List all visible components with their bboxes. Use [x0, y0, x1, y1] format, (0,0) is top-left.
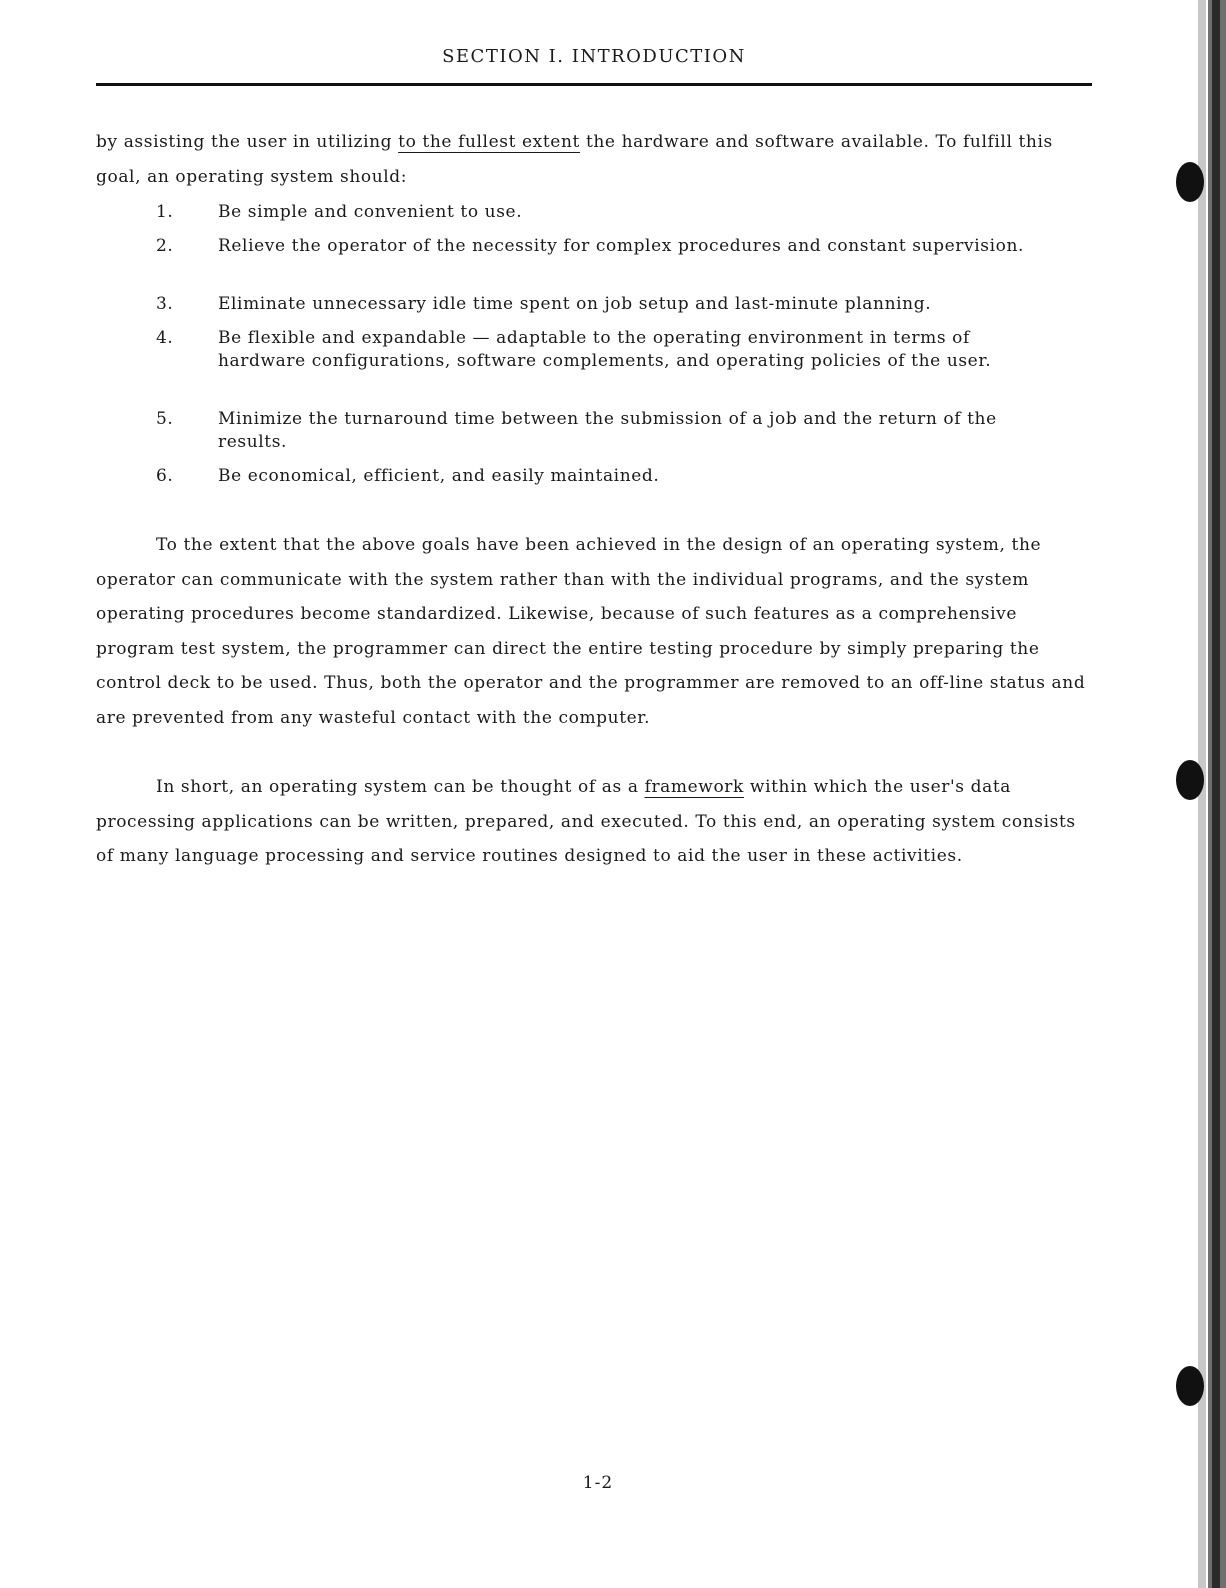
goal-text: Eliminate unnecessary idle time spent on job setup and last-minute planning. [218, 294, 932, 314]
goal-text: Minimize the turnaround time between the submission of a job and the return of the results. [218, 409, 997, 452]
intro-text-after: the hardware and software available. To fulfill this goal, an operating system should: [96, 132, 1053, 187]
binder-hole [1176, 1366, 1204, 1406]
framework-text-after: within which the user's data processing applications can be written, prepared, and executed. To this end, an operating system consists of many language processing and service routines designed to aid the user in these activities. [96, 777, 1076, 866]
page-number: 1-2 [582, 1473, 614, 1493]
goal-text: Be simple and convenient to use. [218, 202, 523, 222]
goal-text: Be flexible and expandable — adaptable to the operating environment in terms of hardware configurations, software complements, and operating policies of the user. [218, 328, 992, 371]
intro-underlined: to the fullest extent [398, 132, 580, 152]
binder-edge [1176, 0, 1226, 1588]
binder-hole [1176, 162, 1204, 202]
intro-paragraph [96, 125, 1096, 194]
paragraph-goals-achieved-text: To the extent that the above goals have been achieved in the design of an operating system, the operator can communicate with the system rather than with the individual programs, and the system operating procedures become standardized. Likewise, because of such features as a comprehensive program test system, the programmer can direct the entire testing procedure by simply preparing the control deck to be used. Thus, both the operator and the programmer are removed to an off-line status and are prevented from any wasteful contact with the computer. [96, 535, 1086, 728]
binder-hole [1176, 760, 1204, 800]
goal-text: Be economical, efficient, and easily maintained. [218, 466, 660, 486]
goal-number: 3. [156, 294, 174, 314]
goal-number: 2. [156, 236, 174, 256]
goal-number: 1. [156, 202, 174, 222]
framework-text-before: In short, an operating system can be thought of as a [156, 777, 645, 797]
goal-number: 4. [156, 328, 174, 348]
goal-text: Relieve the operator of the necessity for complex procedures and constant supervision. [218, 236, 1024, 256]
goal-number: 5. [156, 409, 174, 429]
framework-underlined: framework [644, 777, 744, 797]
paragraph-goals-achieved [96, 528, 1096, 735]
header-rule [96, 83, 1092, 86]
paragraph-framework [96, 770, 1096, 874]
section-header: SECTION I. INTRODUCTION [442, 46, 746, 67]
intro-text-before: by assisting the user in utilizing [96, 132, 399, 152]
goal-number: 6. [156, 466, 174, 486]
